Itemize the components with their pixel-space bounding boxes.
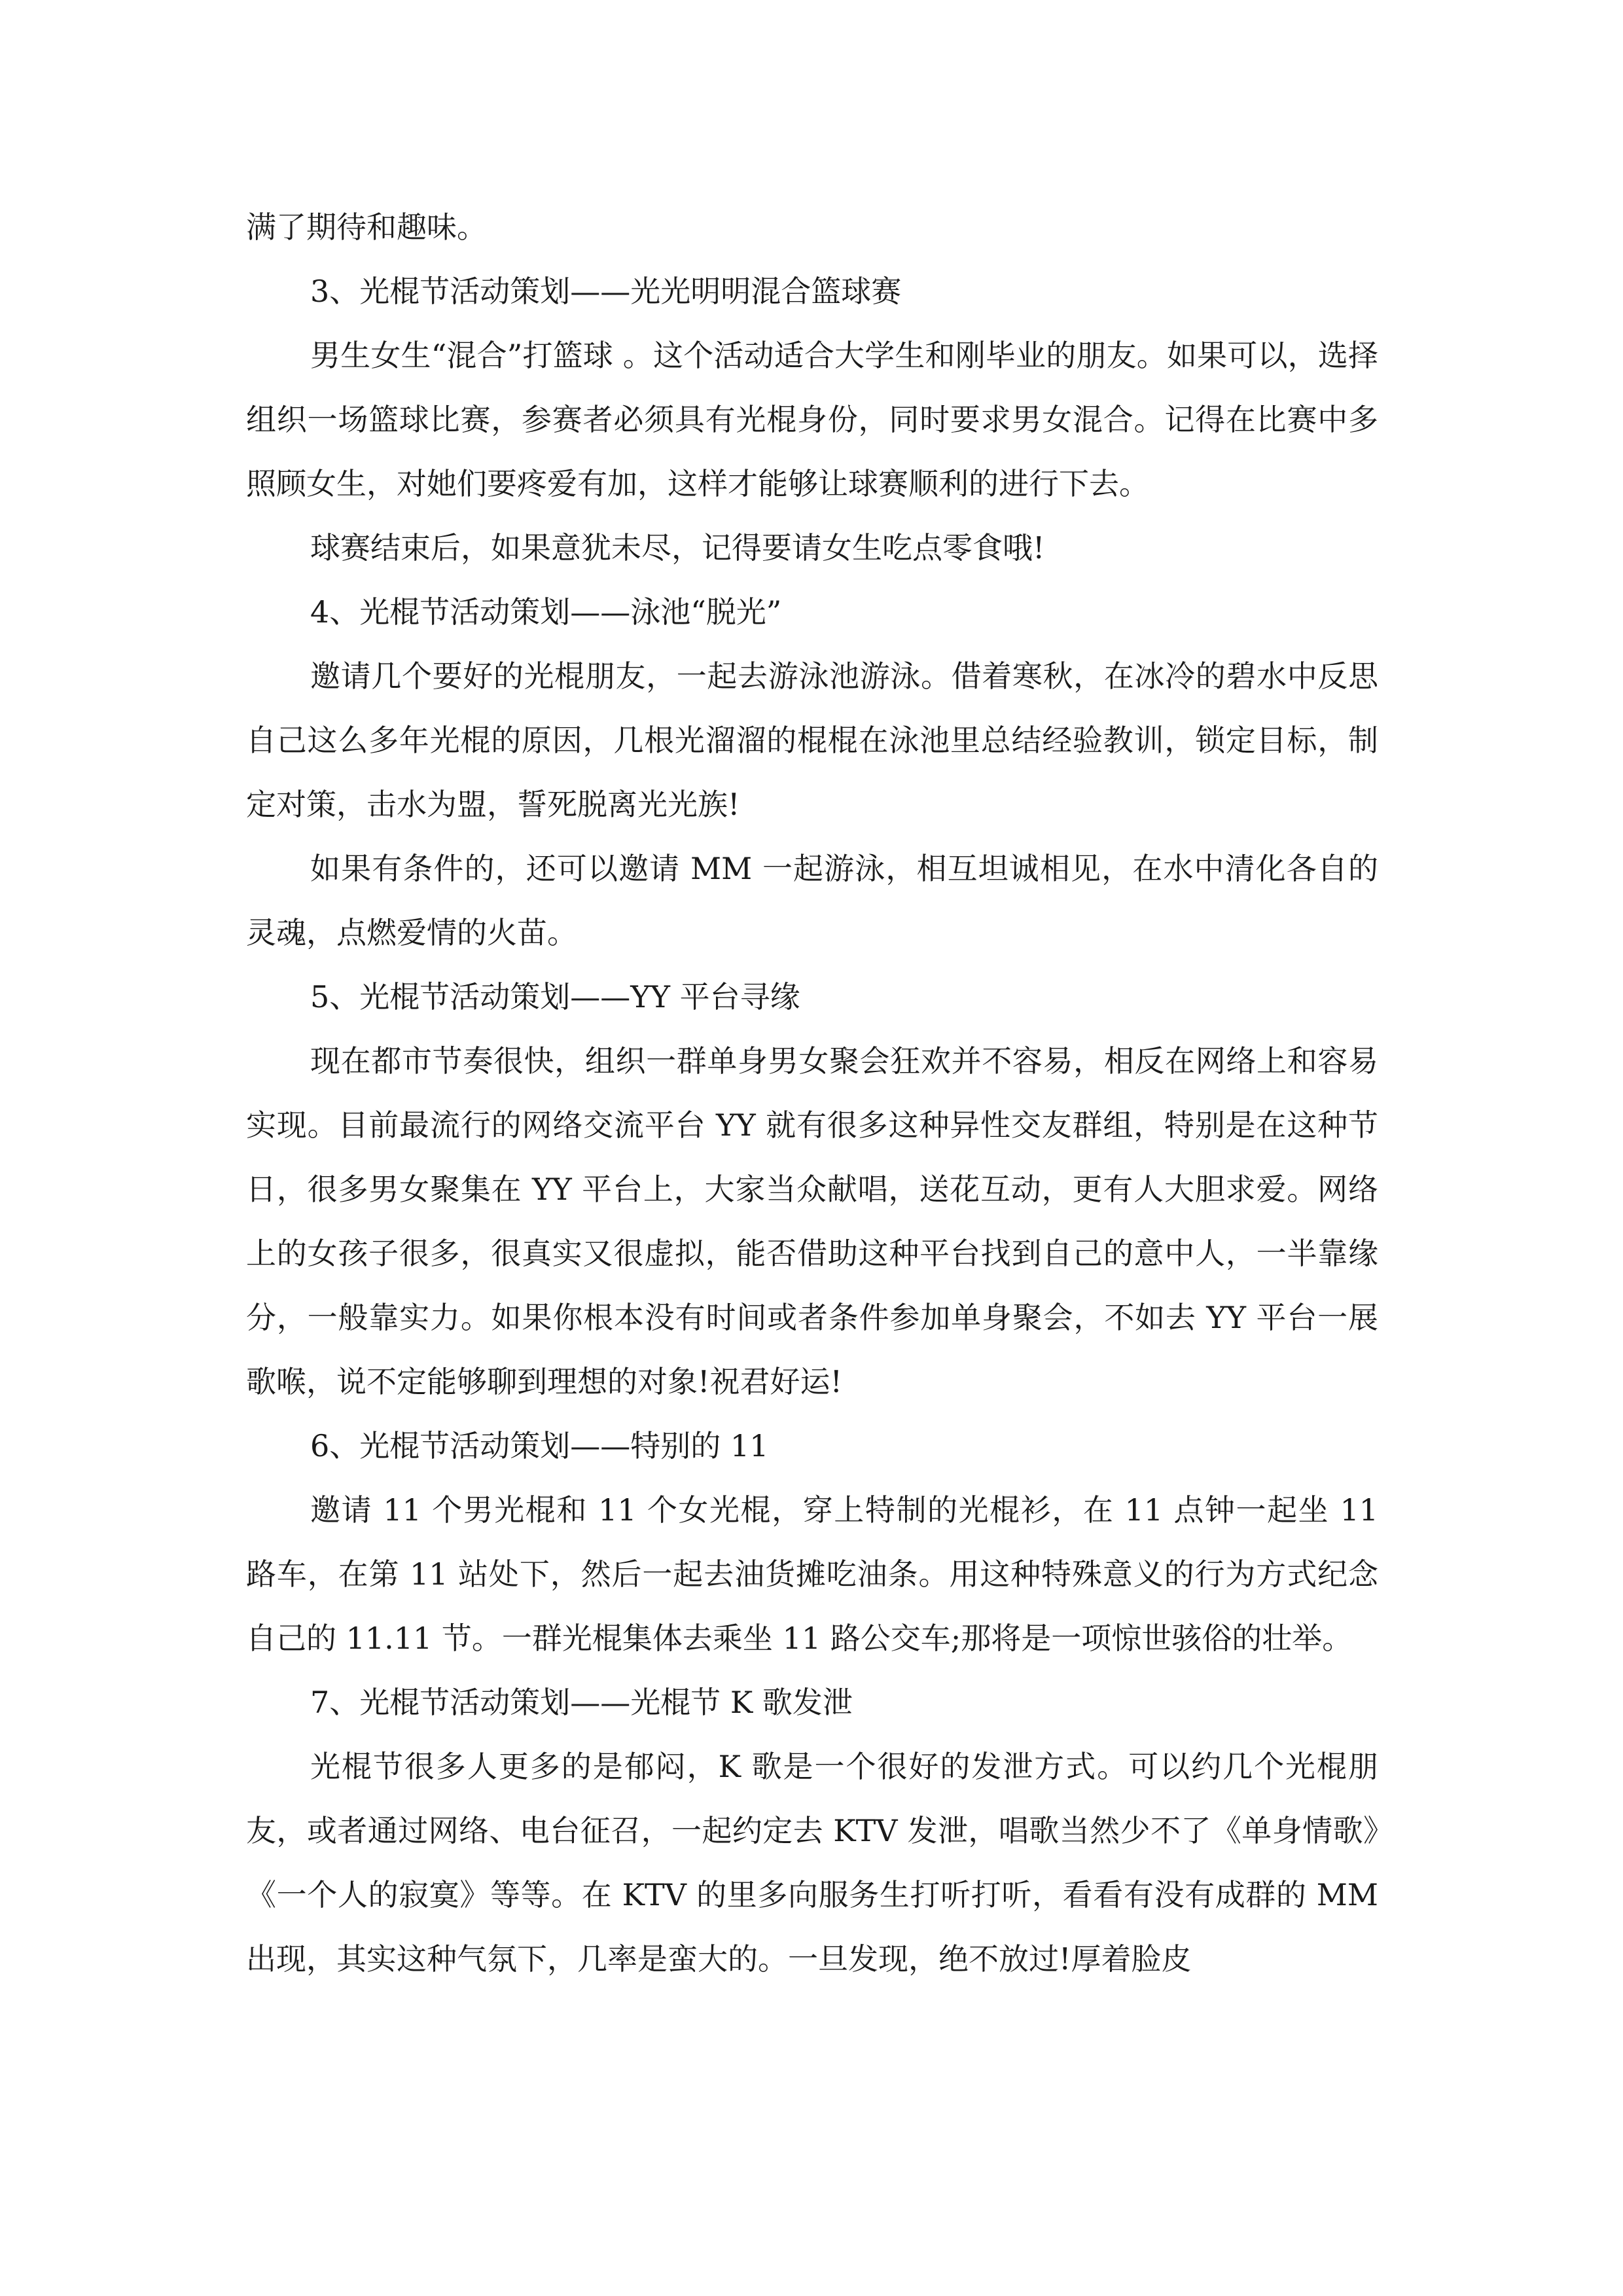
paragraph-special-11: 邀请 11 个男光棍和 11 个女光棍，穿上特制的光棍衫，在 11 点钟一起坐 11 路车，在第 11 站处下，然后一起去油货摊吃油条。用这种特殊意义的行为方式纪念自己的 11.11 节。一群光棍集体去乘坐 11 路公交车;那将是一项惊世骇俗的壮举。 [246,1492,1378,1656]
section-heading-6: 6、光棍节活动策划——特别的 11 [310,1428,769,1463]
paragraph-basketball-after: 球赛结束后，如果意犹未尽，记得要请女生吃点零食哦! [310,530,1045,565]
section-heading-3: 3、光棍节活动策划——光光明明混合篮球赛 [310,274,902,309]
paragraph-basketball: 男生女生“混合”打篮球 。这个活动适合大学生和刚毕业的朋友。如果可以，选择组织一场篮球比赛，参赛者必须具有光棍身份，同时要求男女混合。记得在比赛中多照顾女生，对她们要疼爱有加，这样才能够让球赛顺利的进行下去。 [246,338,1378,501]
section-heading-7: 7、光棍节活动策划——光棍节 K 歌发泄 [310,1685,853,1720]
section-heading-5: 5、光棍节活动策划——YY 平台寻缘 [310,979,800,1014]
paragraph-karaoke: 光棍节很多人更多的是郁闷，K 歌是一个很好的发泄方式。可以约几个光棍朋友，或者通过网络、电台征召，一起约定去 KTV 发泄，唱歌当然少不了《单身情歌》《一个人的寂寞》等等。在 KTV 的里多向服务生打听打听，看看有没有成群的 MM 出现，其实这种气氛下，几率是蛮大的。一旦发现，绝不放过!厚着脸皮 [246,1749,1378,1977]
paragraph-pool-mm: 如果有条件的，还可以邀请 MM 一起游泳，相互坦诚相见，在水中清化各自的灵魂，点燃爱情的火苗。 [246,851,1378,950]
paragraph-continuation: 满了期待和趣味。 [246,209,487,245]
paragraph-yy: 现在都市节奏很快，组织一群单身男女聚会狂欢并不容易，相反在网络上和容易实现。目前最流行的网络交流平台 YY 就有很多这种异性交友群组，特别是在这种节日，很多男女聚集在 YY 平台上，大家当众献唱，送花互动，更有人大胆求爱。网络上的女孩子很多，很真实又很虚拟，能否借助这种平台找到自己的意中人，一半靠缘分，一般靠实力。如果你根本没有时间或者条件参加单身聚会，不如去 YY 平台一展歌喉，说不定能够聊到理想的对象!祝君好运! [246,1043,1378,1399]
section-heading-4: 4、光棍节活动策划——泳池“脱光” [310,594,782,630]
document-body [246,195,1378,1991]
paragraph-pool: 邀请几个要好的光棍朋友，一起去游泳池游泳。借着寒秋，在冰冷的碧水中反思自己这么多年光棍的原因，几根光溜溜的棍棍在泳池里总结经验教训，锁定目标，制定对策，击水为盟，誓死脱离光光族! [246,658,1378,822]
